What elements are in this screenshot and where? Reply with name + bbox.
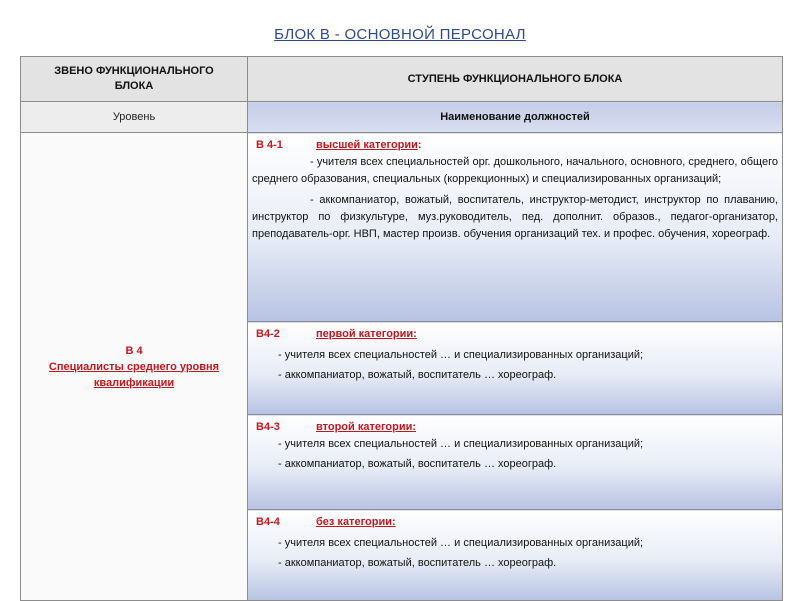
page-title: БЛОК В - ОСНОВНОЙ ПЕРСОНАЛ [274, 26, 526, 43]
level-label-cell [21, 102, 248, 133]
category-name: без категории: [316, 516, 396, 528]
category-text-line: - аккомпаниатор, вожатый, воспитатель … хореограф. [278, 369, 557, 381]
category-text-line: - учителя всех специальностей орг. дошкольного, начального, основного, среднего, общего среднего образования, специальных (коррекционных) и специализированных организаций; [252, 156, 778, 185]
personnel-table [20, 56, 783, 601]
block-name: Специалисты среднего уровня квалификации [48, 360, 220, 389]
category-text-line: - учителя всех специальностей … и специализированных организаций; [278, 349, 644, 361]
category-code: В4-4 [256, 516, 280, 528]
category-name-colon: : [417, 139, 422, 151]
positions-header-cell [248, 102, 783, 133]
category-code: В4-2 [256, 328, 280, 340]
header-right-cell [248, 57, 783, 102]
category-code: В 4-1 [256, 139, 283, 151]
category-heading [248, 510, 782, 531]
header-row [21, 57, 783, 102]
category-cell-b4-2 [248, 322, 783, 415]
category-heading [248, 133, 782, 154]
level-row [21, 102, 783, 133]
category-heading [248, 322, 782, 343]
header-left-label: ЗВЕНО ФУНКЦИОНАЛЬНОГО БЛОКА [54, 65, 214, 92]
header-left-cell [21, 57, 248, 102]
category-text-line: - учителя всех специальностей … и специализированных организаций; [278, 537, 644, 549]
positions-header-label: Наименование должностей [440, 111, 590, 123]
category-cell-b4-1 [248, 133, 783, 322]
category-text-line: - аккомпаниатор, вожатый, воспитатель, инструктор-методист, инструктор по плаванию, инструктор по физкультуре, муз.руководитель, пед. дополнит. образов., педагог-организатор, преподаватель-орг. НВП, мастер произв. обучения организаций тех. и профес. обучения, хореограф. [252, 194, 778, 240]
category-name: первой категории: [316, 328, 417, 340]
category-name: высшей категории [316, 139, 418, 151]
block-code: В 4 [125, 344, 143, 357]
block-b4-cell [21, 133, 248, 601]
category-row-1 [21, 133, 783, 322]
level-label: Уровень [112, 111, 156, 123]
category-cell-b4-4 [248, 510, 783, 601]
category-text-line: - аккомпаниатор, вожатый, воспитатель … хореограф. [278, 557, 557, 569]
category-code: В4-3 [256, 421, 280, 433]
category-heading [248, 415, 782, 436]
category-text-line: - аккомпаниатор, вожатый, воспитатель … хореограф. [278, 458, 557, 470]
category-text-line: - учителя всех специальностей … и специализированных организаций; [278, 438, 644, 450]
category-name: второй категории: [316, 421, 417, 433]
category-cell-b4-3 [248, 415, 783, 510]
header-right-label: СТУПЕНЬ ФУНКЦИОНАЛЬНОГО БЛОКА [407, 73, 623, 85]
